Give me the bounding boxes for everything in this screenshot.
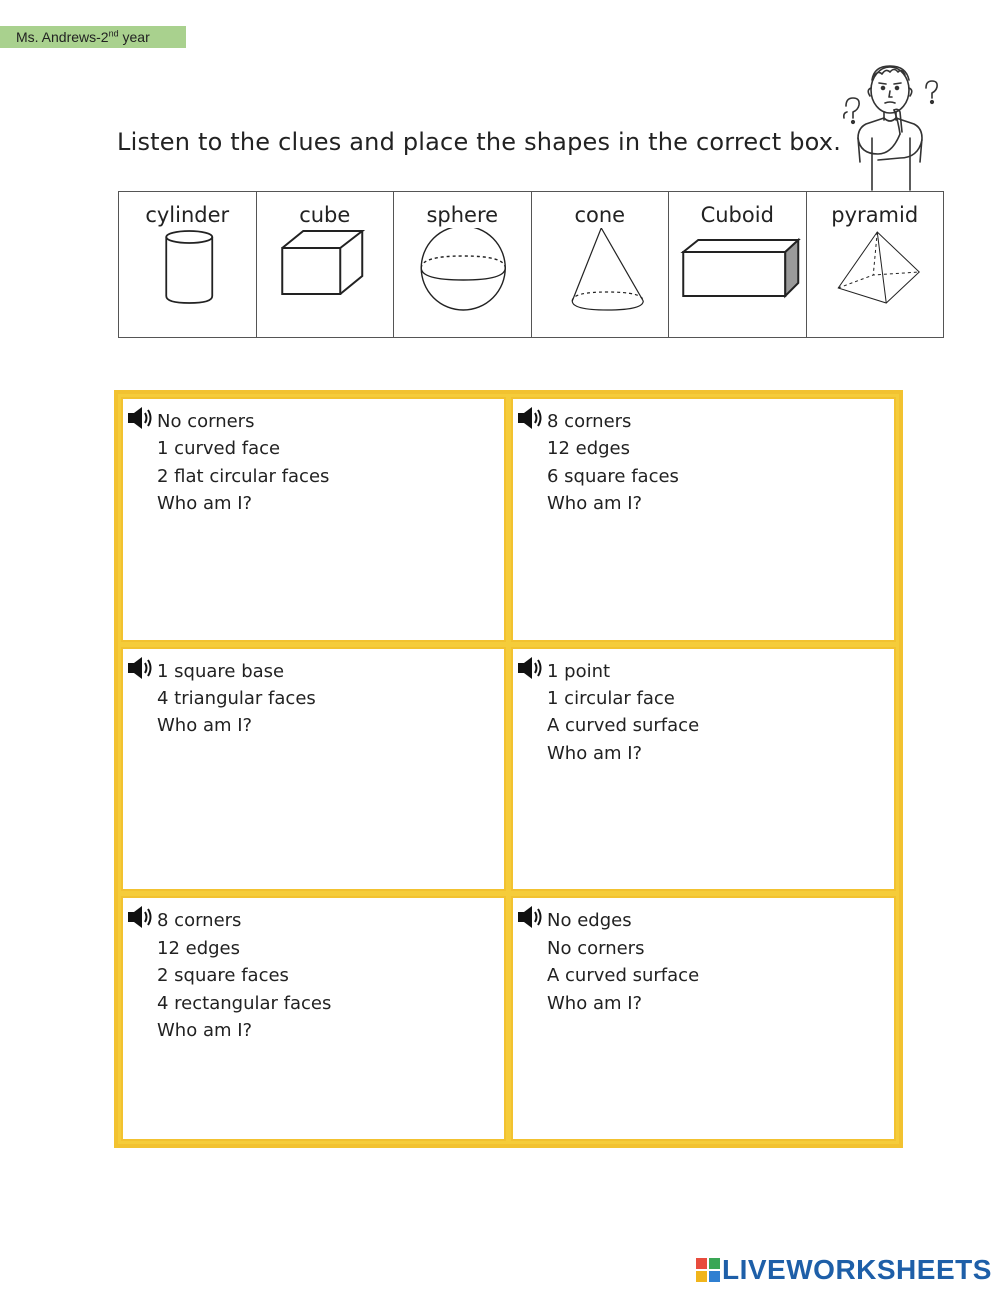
- clue-line: A curved surface: [547, 715, 700, 737]
- drop-zone-clue-5[interactable]: [121, 896, 506, 1141]
- clue-line: 12 edges: [157, 937, 241, 959]
- shape-card-cube[interactable]: [257, 192, 395, 337]
- shape-card-cuboid[interactable]: [669, 192, 807, 337]
- clue-line: 1 point: [547, 660, 611, 682]
- clue-line: Who am I?: [547, 992, 643, 1014]
- clue-line: 4 rectangular faces: [157, 992, 332, 1014]
- clue-line: Who am I?: [157, 1019, 253, 1041]
- shape-label: Cuboid: [700, 203, 774, 227]
- clue-line: 2 square faces: [157, 965, 289, 987]
- liveworksheets-brand: [696, 1254, 992, 1286]
- cylinder-icon: [119, 228, 256, 332]
- instruction-text: Listen to the clues and place the shapes in the correct box.: [117, 128, 842, 156]
- shape-label: cone: [574, 203, 626, 227]
- clue-text: [157, 658, 316, 740]
- clue-text: [547, 408, 679, 518]
- clue-text: [547, 907, 699, 1017]
- speaker-icon[interactable]: [127, 655, 157, 681]
- clue-line: Who am I?: [157, 493, 253, 515]
- thinking-boy-illustration: [838, 58, 948, 194]
- shape-card-pyramid[interactable]: [807, 192, 944, 337]
- shape-card-sphere[interactable]: [394, 192, 532, 337]
- shape-label: cylinder: [145, 203, 230, 227]
- drop-zone-clue-1[interactable]: [121, 397, 506, 642]
- clue-line: Who am I?: [547, 742, 643, 764]
- sphere-icon: [394, 228, 531, 332]
- clue-board: [114, 390, 903, 1148]
- teacher-tag-prefix: Ms. Andrews-2: [16, 29, 109, 45]
- clue-line: Who am I?: [547, 493, 643, 515]
- clue-line: No corners: [547, 937, 645, 959]
- clue-line: Who am I?: [157, 715, 253, 737]
- clue-line: 2 flat circular faces: [157, 465, 330, 487]
- speaker-icon[interactable]: [517, 405, 547, 431]
- speaker-icon[interactable]: [127, 904, 157, 930]
- speaker-icon[interactable]: [127, 405, 157, 431]
- teacher-tag-suffix: year: [118, 29, 150, 45]
- pyramid-icon: [807, 228, 944, 332]
- teacher-tag-superscript: nd: [108, 28, 119, 39]
- teacher-tag: [0, 26, 186, 48]
- speaker-icon[interactable]: [517, 655, 547, 681]
- clue-line: 4 triangular faces: [157, 688, 316, 710]
- clue-line: No edges: [547, 910, 632, 932]
- clue-line: 12 edges: [547, 438, 631, 460]
- clue-text: [157, 907, 331, 1044]
- clue-line: 1 circular face: [547, 688, 675, 710]
- drop-zone-clue-3[interactable]: [121, 647, 506, 892]
- clue-line: 6 square faces: [547, 465, 679, 487]
- clue-text: [547, 658, 699, 768]
- speaker-icon[interactable]: [517, 904, 547, 930]
- cuboid-icon: [669, 228, 806, 332]
- cube-icon: [257, 228, 394, 332]
- clue-line: 1 square base: [157, 660, 285, 682]
- shape-card-cone[interactable]: [532, 192, 670, 337]
- clue-line: 1 curved face: [157, 438, 281, 460]
- shape-card-cylinder[interactable]: [119, 192, 257, 337]
- clue-line: No corners: [157, 411, 255, 432]
- drop-zone-clue-2[interactable]: [511, 397, 896, 642]
- shape-label: cube: [299, 203, 351, 227]
- drop-zone-clue-4[interactable]: [511, 647, 896, 892]
- cone-icon: [532, 228, 669, 332]
- clue-line: 8 corners: [157, 910, 242, 932]
- brand-name: LIVEWORKSHEETS: [722, 1254, 992, 1285]
- liveworksheets-logo-icon: [696, 1258, 720, 1282]
- drop-zone-clue-6[interactable]: [511, 896, 896, 1141]
- shape-label: sphere: [426, 203, 499, 227]
- clue-text: [157, 408, 329, 518]
- clue-line: 8 corners: [547, 411, 632, 432]
- shape-label: pyramid: [831, 203, 919, 227]
- clue-line: A curved surface: [547, 965, 700, 987]
- shape-bank-table: [118, 191, 944, 338]
